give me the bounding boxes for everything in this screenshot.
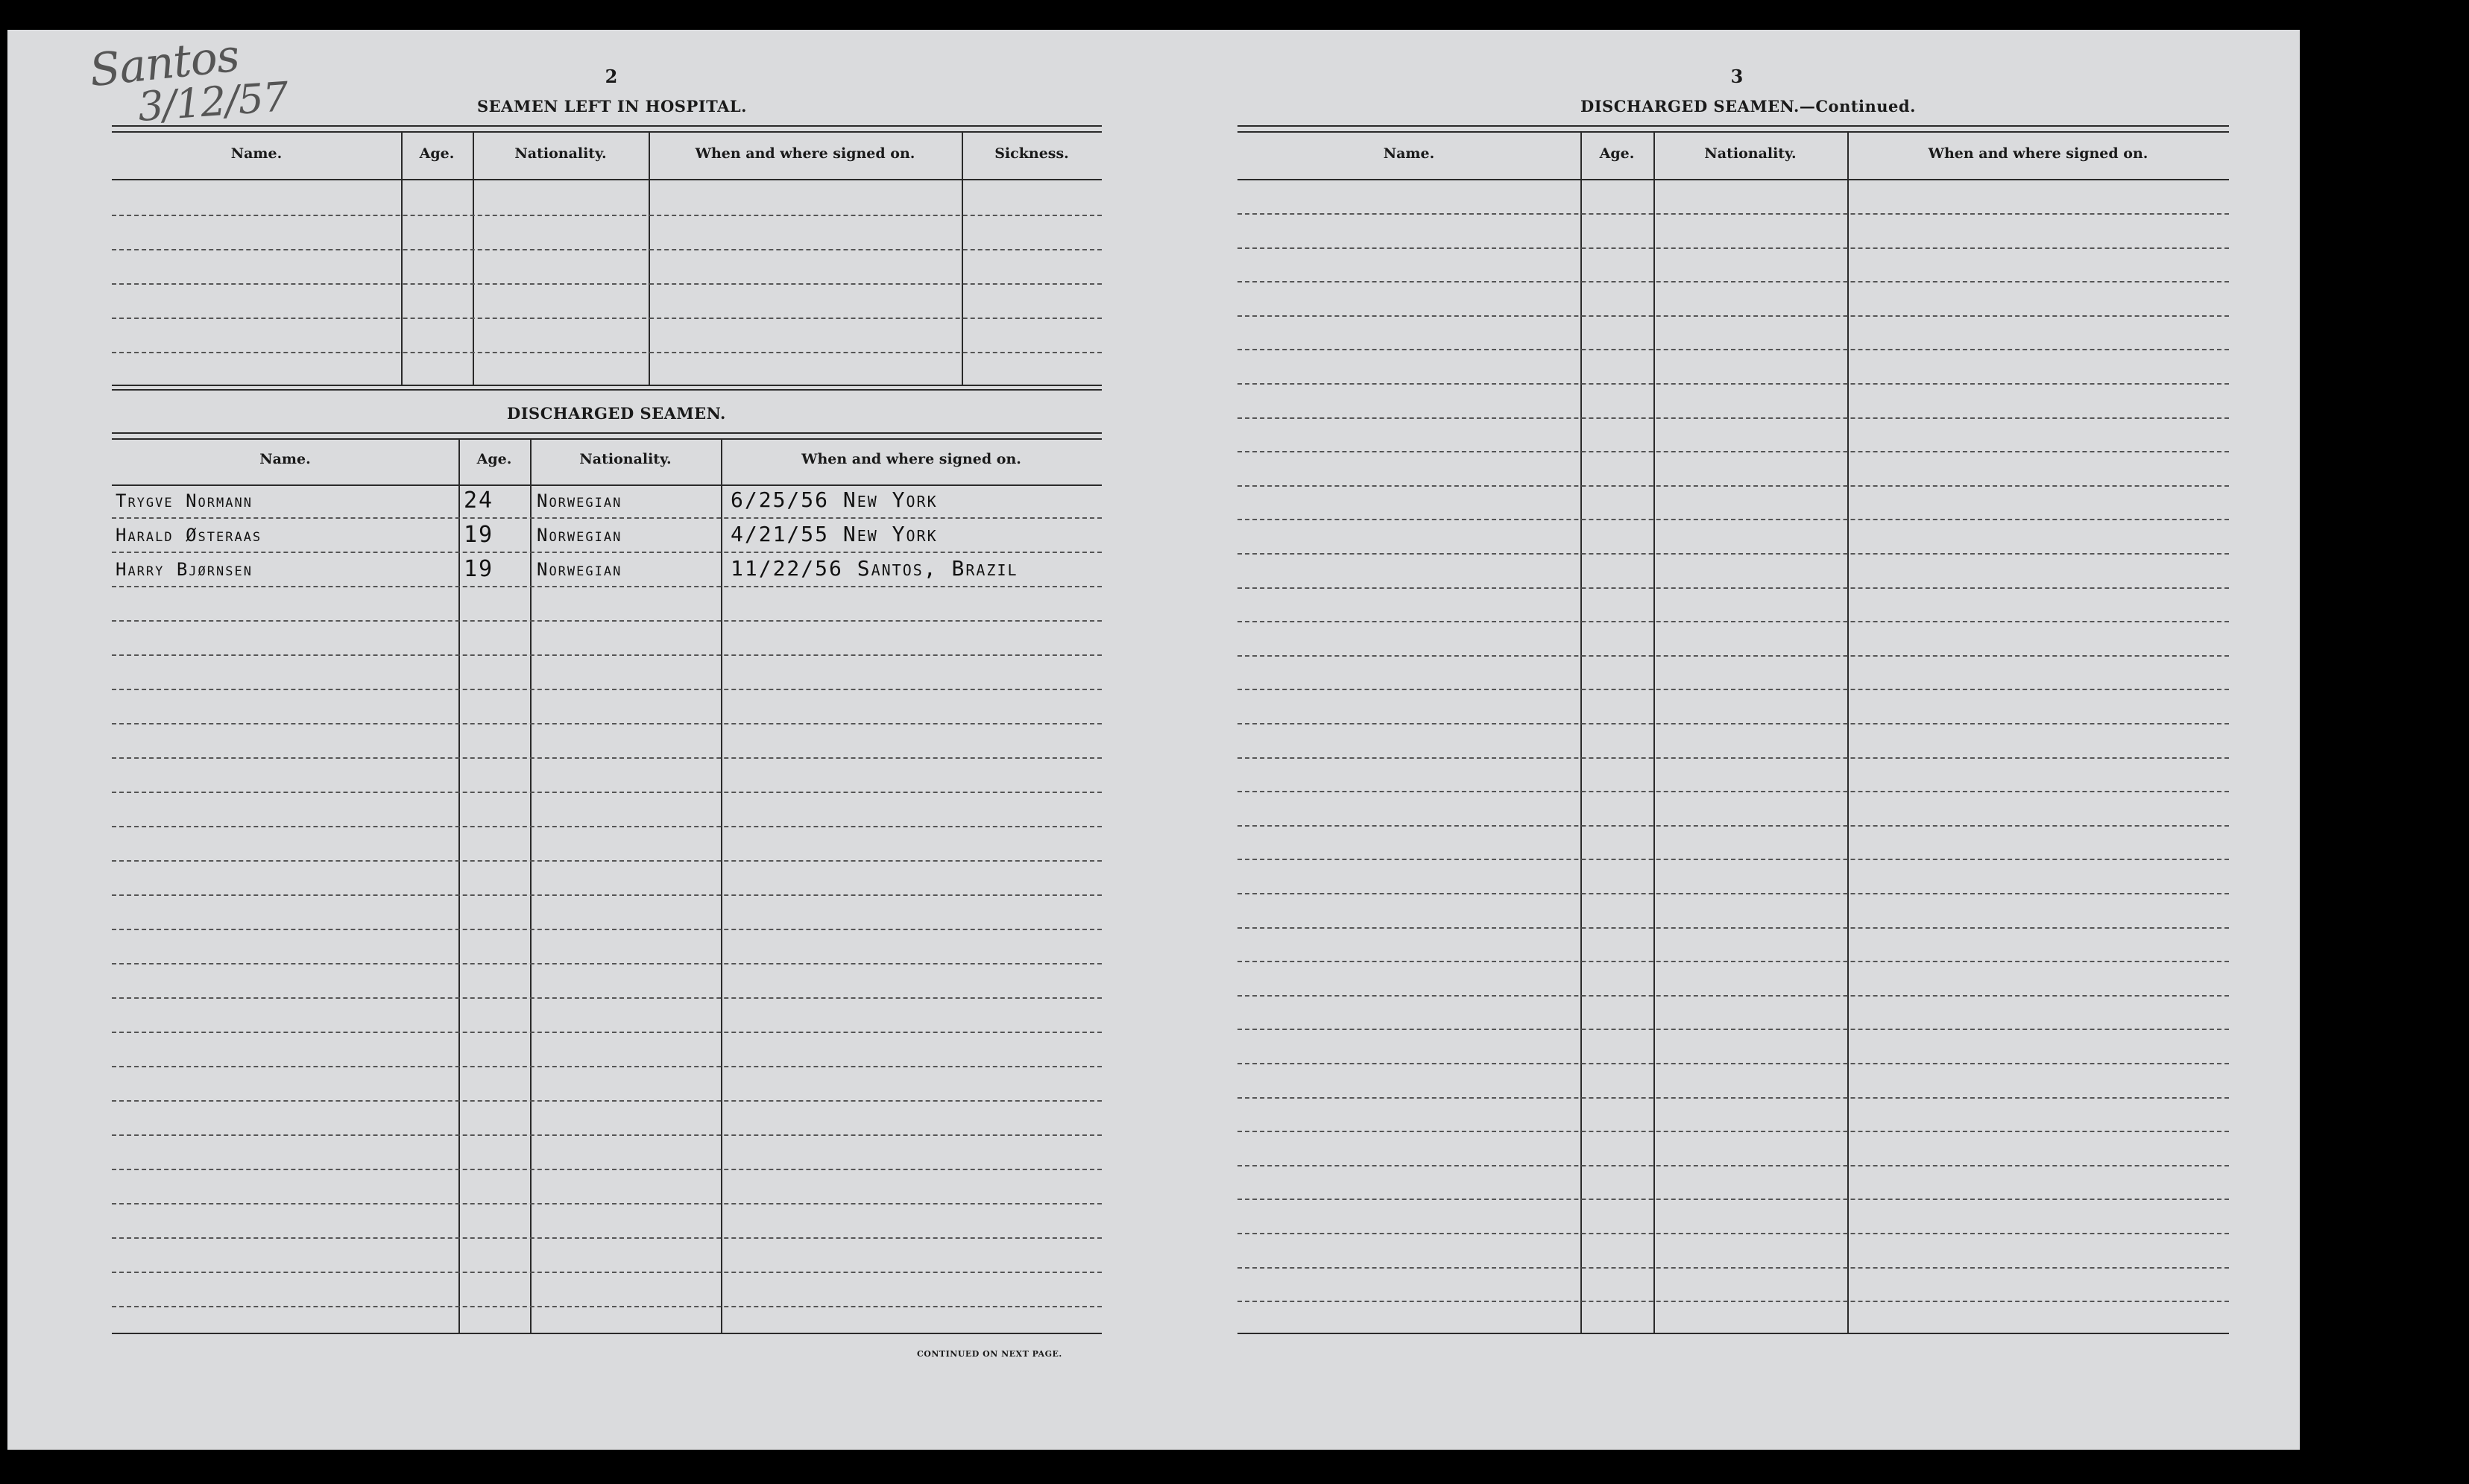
continued-note: CONTINUED ON NEXT PAGE.	[917, 1349, 1062, 1359]
seaman-nationality: Norwegian	[537, 490, 622, 511]
seaman-nationality: Norwegian	[537, 525, 622, 546]
ruled-line	[112, 963, 1102, 964]
ruled-line	[112, 1169, 1102, 1170]
continued-header-nationality: Nationality.	[1704, 145, 1797, 162]
ruled-line	[112, 929, 1102, 930]
ruled-line	[112, 586, 1102, 587]
ruled-line	[112, 826, 1102, 827]
ruled-line	[1237, 689, 2229, 690]
discharged-header-signed-on: When and where signed on.	[801, 451, 1021, 467]
page-number-left: 2	[605, 66, 618, 87]
ruled-line	[1237, 859, 2229, 860]
ruled-line	[1237, 893, 2229, 894]
ruled-line	[1237, 1165, 2229, 1166]
ruled-line	[1237, 723, 2229, 724]
ruled-line	[1237, 519, 2229, 520]
hospital-header-age: Age.	[419, 145, 455, 162]
ruled-line	[112, 1203, 1102, 1204]
ruled-line	[112, 689, 1102, 690]
discharged-header-nationality: Nationality.	[579, 451, 672, 467]
ruled-line	[112, 997, 1102, 999]
ruled-line	[1237, 349, 2229, 350]
seaman-signed-on: 4/21/55 New York	[731, 522, 938, 546]
ruled-line	[112, 792, 1102, 793]
ruled-line	[112, 1237, 1102, 1239]
hospital-header-nationality: Nationality.	[514, 145, 607, 162]
ruled-line	[112, 1066, 1102, 1067]
seaman-name: Harald Østeraas	[116, 525, 262, 546]
hospital-section-title: SEAMEN LEFT IN HOSPITAL.	[477, 97, 747, 116]
ruled-line	[1237, 1097, 2229, 1099]
page-number-right: 3	[1730, 66, 1744, 87]
scan-edge-bottom	[0, 1450, 2469, 1484]
handwritten-place: Santos	[86, 29, 242, 98]
ruled-line	[1237, 1131, 2229, 1132]
ruled-line	[1237, 621, 2229, 622]
ruled-line	[1237, 961, 2229, 962]
register-sheet	[7, 30, 2300, 1450]
left-page	[112, 30, 1111, 1450]
hospital-header-signed-on: When and where signed on.	[695, 145, 915, 162]
ruled-line	[1237, 1029, 2229, 1030]
ruled-line	[112, 1100, 1102, 1102]
seaman-name: Trygve Normann	[116, 490, 253, 511]
ruled-line	[112, 654, 1102, 656]
ruled-line	[112, 552, 1102, 553]
ruled-line	[112, 1134, 1102, 1136]
hospital-header-name: Name.	[230, 145, 283, 162]
ruled-line	[112, 1272, 1102, 1273]
ruled-line	[1237, 1199, 2229, 1200]
continued-header-age: Age.	[1599, 145, 1635, 162]
ruled-line	[1237, 485, 2229, 487]
ruled-line	[1237, 451, 2229, 452]
ruled-line	[112, 894, 1102, 896]
ruled-line	[112, 1032, 1102, 1033]
ruled-line	[1237, 587, 2229, 589]
hospital-header-sickness: Sickness.	[994, 145, 1069, 162]
continued-header-name: Name.	[1383, 145, 1435, 162]
ruled-line	[1237, 1267, 2229, 1269]
ruled-line	[1237, 315, 2229, 317]
seaman-age: 19	[464, 522, 494, 548]
ruled-line	[1237, 1233, 2229, 1234]
ruled-line	[112, 517, 1102, 519]
ruled-line	[1237, 825, 2229, 827]
seaman-age: 19	[464, 556, 494, 582]
ruled-line	[112, 757, 1102, 759]
ruled-line	[1237, 281, 2229, 282]
right-page	[1237, 30, 2251, 1450]
discharged-header-age: Age.	[476, 451, 512, 467]
ruled-line	[112, 723, 1102, 724]
seaman-age: 24	[464, 487, 494, 514]
ruled-line	[112, 1306, 1102, 1307]
continued-header-signed-on: When and where signed on.	[1928, 145, 2148, 162]
seaman-name: Harry Bjørnsen	[116, 559, 253, 580]
ruled-line	[1237, 655, 2229, 657]
ruled-line	[1237, 383, 2229, 385]
seaman-nationality: Norwegian	[537, 559, 622, 580]
ruled-line	[1237, 553, 2229, 555]
handwritten-date: 3/12/57	[136, 73, 290, 130]
ruled-line	[1237, 791, 2229, 792]
scan-edge-right	[2300, 0, 2469, 1484]
ruled-line	[1237, 213, 2229, 215]
ruled-line	[1237, 247, 2229, 249]
ruled-line	[112, 620, 1102, 622]
discharged-header-name: Name.	[259, 451, 311, 467]
ruled-line	[1237, 757, 2229, 759]
discharged-continued-title: DISCHARGED SEAMEN.—Continued.	[1580, 97, 1916, 116]
ruled-line	[1237, 417, 2229, 419]
seaman-signed-on: 6/25/56 New York	[731, 487, 938, 512]
seaman-signed-on: 11/22/56 Santos, Brazil	[731, 556, 1018, 581]
ruled-line	[1237, 995, 2229, 997]
ruled-line	[1237, 927, 2229, 929]
ruled-line	[1237, 1063, 2229, 1064]
ruled-line	[1237, 1301, 2229, 1302]
discharged-section-title: DISCHARGED SEAMEN.	[507, 404, 726, 423]
ruled-line	[112, 860, 1102, 862]
